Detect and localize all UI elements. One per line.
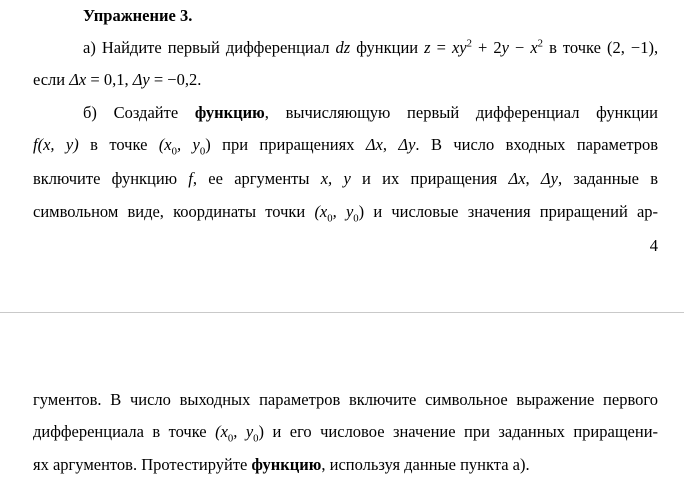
continuation-line-3: ях аргументов. Протестируйте функцию, используя данные пункта а).: [33, 455, 530, 474]
continuation-line-2: дифференциала в точке ($x_0$, $y_0$) и его числовое значение при заданных приращени-: [33, 422, 659, 445]
keyword-function: функцию: [194, 103, 265, 122]
part-a-line-1: а) Найдите первый дифференциал dz функции $z = xy^2 + 2y - x^2$ в точке (2, −1),: [83, 37, 659, 57]
part-b-line-1: б) Создайте функцию, вычисляющую первый дифференциал функции: [83, 103, 659, 122]
page-number: 4: [649, 236, 658, 255]
page-break-gap: [0, 268, 684, 312]
page-lower: [0, 313, 684, 483]
part-b-line-3: включите функцию f, ее аргументы x, y и их приращения Δx, Δy, заданные в: [33, 169, 659, 188]
formula-z: $z = xy^2 + 2y - x^2$: [424, 37, 544, 57]
part-b-line-2: f(x, y) в точке ($x_0$, $y_0$) при приращениях Δx, Δy. В число входных параметров: [33, 135, 659, 158]
continuation-line-1: гументов. В число выходных параметров включите символьное выражение первого: [33, 390, 658, 409]
part-b-line-4: символьном виде, координаты точки ($x_0$, $y_0$) и числовые значения приращений ар-: [33, 202, 659, 225]
keyword-function-2: функцию: [251, 455, 322, 474]
exercise-title: Упражнение 3.: [83, 6, 193, 25]
part-a-line-2: если Δx = 0,1, Δy = −0,2.: [33, 70, 202, 89]
